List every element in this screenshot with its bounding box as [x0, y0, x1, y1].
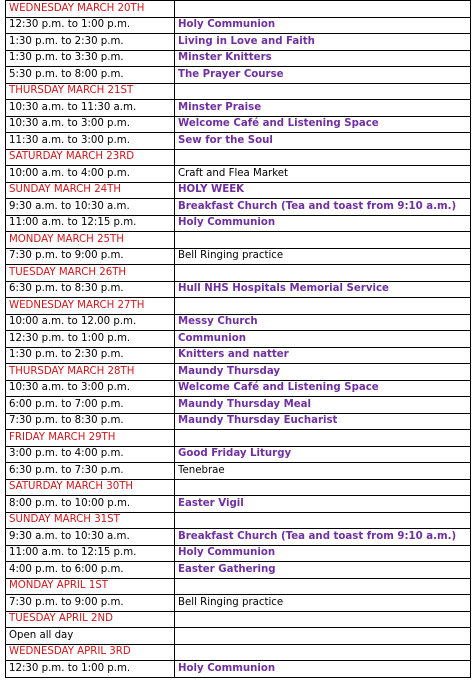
- day-heading: FRIDAY MARCH 29TH: [6, 430, 175, 447]
- event-name: Knitters and natter: [175, 347, 471, 364]
- event-row: [6, 545, 471, 562]
- event-row: [6, 595, 471, 612]
- event-name: Maundy Thursday Meal: [175, 397, 471, 414]
- event-name: Craft and Flea Market: [175, 166, 471, 183]
- empty-cell: [175, 232, 471, 249]
- empty-cell: [175, 644, 471, 661]
- event-time: 10:00 a.m. to 4:00 p.m.: [6, 166, 175, 183]
- empty-cell: [175, 1, 471, 18]
- day-heading: THURSDAY MARCH 21ST: [6, 83, 175, 100]
- event-time: 1:30 p.m. to 3:30 p.m.: [6, 50, 175, 67]
- event-time: 1:30 p.m. to 2:30 p.m.: [6, 347, 175, 364]
- event-name: Holy Communion: [175, 215, 471, 232]
- event-name: The Prayer Course: [175, 67, 471, 84]
- event-time: 9:30 a.m. to 10:30 a.m.: [6, 199, 175, 216]
- day-heading: SATURDAY MARCH 30TH: [6, 479, 175, 496]
- day-heading: WEDNESDAY APRIL 3RD: [6, 644, 175, 661]
- event-row: [6, 199, 471, 216]
- event-row: [6, 380, 471, 397]
- event-time: 10:00 a.m. to 12.00 p.m.: [6, 314, 175, 331]
- event-row: [6, 413, 471, 430]
- event-time: 11:00 a.m. to 12:15 p.m.: [6, 215, 175, 232]
- event-name: Sew for the Soul: [175, 133, 471, 150]
- event-name: Hull NHS Hospitals Memorial Service: [175, 281, 471, 298]
- event-name: Messy Church: [175, 314, 471, 331]
- event-name: Welcome Café and Listening Space: [175, 380, 471, 397]
- event-time: 6:00 p.m. to 7:00 p.m.: [6, 397, 175, 414]
- event-row: [6, 17, 471, 34]
- day-heading-row: [6, 479, 471, 496]
- event-row: [6, 100, 471, 117]
- day-heading-row: [6, 149, 471, 166]
- day-heading-row: [6, 232, 471, 249]
- empty-cell: [175, 479, 471, 496]
- day-heading: SUNDAY MARCH 31ST: [6, 512, 175, 529]
- event-time: 4:00 p.m. to 6:00 p.m.: [6, 562, 175, 579]
- event-time: 12:30 p.m. to 1:00 p.m.: [6, 331, 175, 348]
- schedule-body: [6, 1, 471, 678]
- event-time: 10:30 a.m. to 3:00 p.m.: [6, 380, 175, 397]
- event-name: Minster Praise: [175, 100, 471, 117]
- event-time: Open all day: [6, 628, 175, 645]
- event-name: Minster Knitters: [175, 50, 471, 67]
- event-time: 10:30 a.m. to 3:00 p.m.: [6, 116, 175, 133]
- day-heading-row: [6, 578, 471, 595]
- day-heading-row: [6, 611, 471, 628]
- day-heading: TUESDAY MARCH 26TH: [6, 265, 175, 282]
- day-heading: THURSDAY MARCH 28TH: [6, 364, 175, 381]
- events-schedule-table: [5, 0, 471, 678]
- event-time: 6:30 p.m. to 7:30 p.m.: [6, 463, 175, 480]
- event-time: 7:30 p.m. to 9:00 p.m.: [6, 595, 175, 612]
- empty-cell: [175, 430, 471, 447]
- event-name: Maundy Thursday Eucharist: [175, 413, 471, 430]
- event-time: 12:30 p.m. to 1:00 p.m.: [6, 17, 175, 34]
- event-name: Holy Communion: [175, 17, 471, 34]
- event-row: [6, 133, 471, 150]
- day-heading: WEDNESDAY MARCH 27TH: [6, 298, 175, 315]
- event-row: [6, 562, 471, 579]
- event-name: Living in Love and Faith: [175, 34, 471, 51]
- event-row: [6, 281, 471, 298]
- event-row: [6, 215, 471, 232]
- event-time: 9:30 a.m. to 10:30 a.m.: [6, 529, 175, 546]
- day-heading-row: [6, 430, 471, 447]
- event-name: Bell Ringing practice: [175, 595, 471, 612]
- day-heading: MONDAY MARCH 25TH: [6, 232, 175, 249]
- day-heading-row: [6, 298, 471, 315]
- event-row: [6, 166, 471, 183]
- event-name: Tenebrae: [175, 463, 471, 480]
- event-name: Bell Ringing practice: [175, 248, 471, 265]
- event-name: Holy Communion: [175, 545, 471, 562]
- day-heading-row: [6, 83, 471, 100]
- event-time: 7:30 p.m. to 8:30 p.m.: [6, 413, 175, 430]
- empty-cell: [175, 512, 471, 529]
- event-name: Breakfast Church (Tea and toast from 9:10 a.m.): [175, 199, 471, 216]
- event-time: 6:30 p.m. to 8:30 p.m.: [6, 281, 175, 298]
- day-heading-row: [6, 644, 471, 661]
- event-row: [6, 463, 471, 480]
- day-heading: MONDAY APRIL 1ST: [6, 578, 175, 595]
- event-name: Easter Gathering: [175, 562, 471, 579]
- empty-cell: [175, 611, 471, 628]
- event-name: Breakfast Church (Tea and toast from 9:10 a.m.): [175, 529, 471, 546]
- day-heading: WEDNESDAY MARCH 20TH: [6, 1, 175, 18]
- event-time: 11:00 a.m. to 12:15 p.m.: [6, 545, 175, 562]
- event-time: 12:30 p.m. to 1:00 p.m.: [6, 661, 175, 678]
- event-time: 8:00 p.m. to 10:00 p.m.: [6, 496, 175, 513]
- event-row: [6, 661, 471, 678]
- event-time: 11:30 a.m. to 3:00 p.m.: [6, 133, 175, 150]
- event-row: [6, 496, 471, 513]
- event-row: [6, 67, 471, 84]
- event-row: [6, 50, 471, 67]
- empty-cell: [175, 83, 471, 100]
- empty-cell: [175, 628, 471, 645]
- day-heading: SUNDAY MARCH 24TH: [6, 182, 175, 199]
- event-row: [6, 446, 471, 463]
- event-row: [6, 116, 471, 133]
- event-name: HOLY WEEK: [175, 182, 471, 199]
- event-row: [6, 314, 471, 331]
- event-time: 3:00 p.m. to 4:00 p.m.: [6, 446, 175, 463]
- day-heading-row: [6, 512, 471, 529]
- event-row: [6, 248, 471, 265]
- day-heading: SATURDAY MARCH 23RD: [6, 149, 175, 166]
- event-name: Welcome Café and Listening Space: [175, 116, 471, 133]
- event-time: 5:30 p.m. to 8:00 p.m.: [6, 67, 175, 84]
- empty-cell: [175, 578, 471, 595]
- event-name: Maundy Thursday: [175, 364, 471, 381]
- event-time: 10:30 a.m. to 11:30 a.m.: [6, 100, 175, 117]
- event-time: 7:30 p.m. to 9:00 p.m.: [6, 248, 175, 265]
- empty-cell: [175, 149, 471, 166]
- day-heading-row: [6, 265, 471, 282]
- event-row: [6, 529, 471, 546]
- day-heading-row: [6, 1, 471, 18]
- empty-cell: [175, 265, 471, 282]
- event-row: [6, 347, 471, 364]
- event-time: 1:30 p.m. to 2:30 p.m.: [6, 34, 175, 51]
- event-name: Holy Communion: [175, 661, 471, 678]
- day-heading-row: [6, 364, 471, 381]
- event-row: [6, 397, 471, 414]
- event-row: [6, 628, 471, 645]
- event-name: Communion: [175, 331, 471, 348]
- day-heading-row: [6, 182, 471, 199]
- event-name: Easter Vigil: [175, 496, 471, 513]
- event-row: [6, 34, 471, 51]
- event-name: Good Friday Liturgy: [175, 446, 471, 463]
- day-heading: TUESDAY APRIL 2ND: [6, 611, 175, 628]
- empty-cell: [175, 298, 471, 315]
- event-row: [6, 331, 471, 348]
